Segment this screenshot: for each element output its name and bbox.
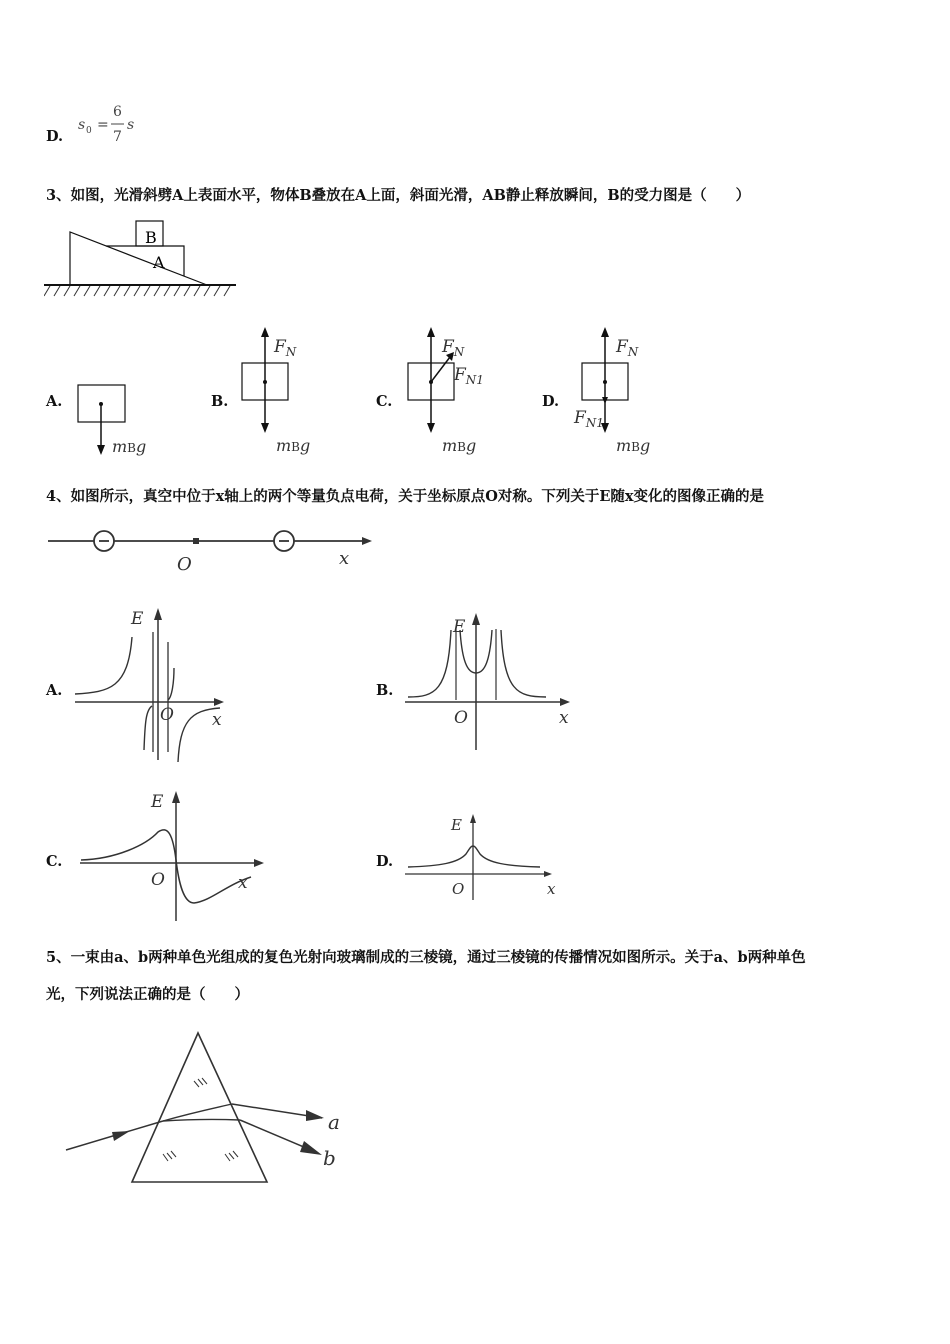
force-label-mbg: mBg	[112, 437, 147, 456]
e-label: E	[451, 816, 462, 834]
force-label-mbg: mBg	[616, 436, 651, 455]
q5-question-line1: 5、一束由a、b两种单色光组成的复色光射向玻璃制成的三棱镜，通过三棱镜的传播情况如图所示。关于a、b两种单色	[46, 949, 806, 966]
curve	[75, 637, 132, 694]
ray-arrow-icon	[306, 1110, 324, 1121]
down-arrow-icon	[261, 423, 269, 433]
formula-den: 7	[113, 129, 122, 145]
force-label-fn: $F_N$	[274, 337, 297, 359]
q4-option-a-graph	[70, 602, 240, 767]
e-label: E	[453, 617, 466, 637]
x-label: x	[238, 873, 248, 893]
formula-rhs: s	[127, 117, 135, 133]
ray-label-a: a	[328, 1110, 340, 1134]
up-arrow-icon	[601, 327, 609, 337]
ray-label-b: b	[323, 1146, 336, 1170]
q3-option-d-diagram	[566, 325, 676, 460]
refracted-ray-b	[163, 1119, 240, 1121]
axis-arrow-icon	[172, 791, 180, 803]
axis-arrow-icon	[214, 698, 224, 706]
origin-label: O	[177, 554, 192, 575]
curve	[144, 706, 152, 750]
axis-arrow-icon	[470, 814, 476, 823]
q2-option-d-formula	[74, 100, 144, 150]
origin-label: O	[454, 708, 468, 728]
x-label: x	[547, 880, 556, 898]
q4-option-a-label: A.	[46, 682, 63, 699]
force-label-fn: $F_N$	[616, 337, 639, 359]
formula-eq: =	[97, 117, 109, 133]
down-arrow-icon	[427, 423, 435, 433]
ground-hatch	[44, 286, 230, 296]
q4-option-c-label: C.	[46, 853, 63, 870]
up-arrow-icon	[427, 327, 435, 337]
q3-option-b-diagram	[232, 325, 332, 460]
q2-option-d-label: D.	[46, 128, 64, 145]
x-label: x	[212, 710, 222, 730]
q4-option-d-graph	[400, 808, 565, 903]
axis-arrow-icon	[254, 859, 264, 867]
q3-option-d-label: D.	[542, 393, 560, 410]
curve	[501, 630, 546, 697]
prism-outline	[132, 1033, 267, 1182]
refracted-ray-a	[163, 1104, 232, 1121]
q4-option-b-label: B.	[376, 682, 394, 699]
block-a-label: A	[153, 253, 165, 272]
x-label: x	[339, 548, 350, 569]
q4-question-text: 4、如图所示，真空中位于x轴上的两个等量负点电荷，关于坐标原点O对称。下列关于E随x变化的图像正确的是	[46, 488, 765, 505]
q3-question-text: 3、如图，光滑斜劈A上表面水平，物体B叠放在A上面，斜面光滑，AB静止释放瞬间，B的受力图是（ ）	[46, 187, 751, 204]
origin-label: O	[151, 870, 165, 890]
formula-lhs: s	[78, 117, 86, 133]
curve	[408, 846, 540, 867]
force-label-fn1: $F_{N1}$	[454, 365, 484, 387]
origin-label: O	[160, 705, 174, 725]
q3-option-a-diagram	[70, 375, 170, 465]
wedge-outline	[70, 232, 207, 285]
ray-arrow-icon	[112, 1131, 130, 1141]
q3-option-a-label: A.	[46, 393, 63, 410]
axis-arrow-icon	[154, 608, 162, 620]
q3-wedge-figure	[44, 218, 239, 303]
block-b-label: B	[145, 228, 157, 247]
curve	[81, 830, 251, 903]
curve	[408, 630, 451, 697]
formula-num: 6	[113, 104, 122, 120]
q4-option-d-label: D.	[376, 853, 394, 870]
e-label: E	[151, 792, 164, 812]
down-arrow-icon	[97, 445, 105, 455]
axis-arrow-icon	[560, 698, 570, 706]
axis-arrow-icon	[472, 613, 480, 625]
q4-option-b-graph	[400, 605, 585, 755]
force-label-fn: $F_N$	[442, 337, 465, 359]
q5-prism-figure	[60, 1028, 360, 1190]
curve	[168, 668, 174, 700]
q4-option-c-graph	[76, 785, 271, 925]
q5-question-line2: 光，下列说法正确的是（ ）	[46, 986, 249, 1003]
force-label-mbg: mBg	[442, 436, 477, 455]
origin-point	[193, 538, 199, 544]
up-arrow-icon	[261, 327, 269, 337]
axis-arrow-icon	[544, 871, 552, 877]
ray-arrow-icon	[300, 1141, 322, 1155]
formula-lhs-sub: 0	[86, 126, 92, 136]
x-label: x	[559, 708, 569, 728]
axis-arrow-icon	[362, 537, 372, 545]
q3-option-c-label: C.	[376, 393, 393, 410]
e-label: E	[131, 609, 144, 629]
q4-charges-figure	[44, 522, 379, 577]
force-label-fn1: $F_{N1}$	[574, 408, 604, 430]
origin-label: O	[452, 880, 465, 898]
q3-option-c-diagram	[398, 325, 508, 460]
force-label-mbg: mBg	[276, 436, 311, 455]
q3-option-b-label: B.	[211, 393, 229, 410]
